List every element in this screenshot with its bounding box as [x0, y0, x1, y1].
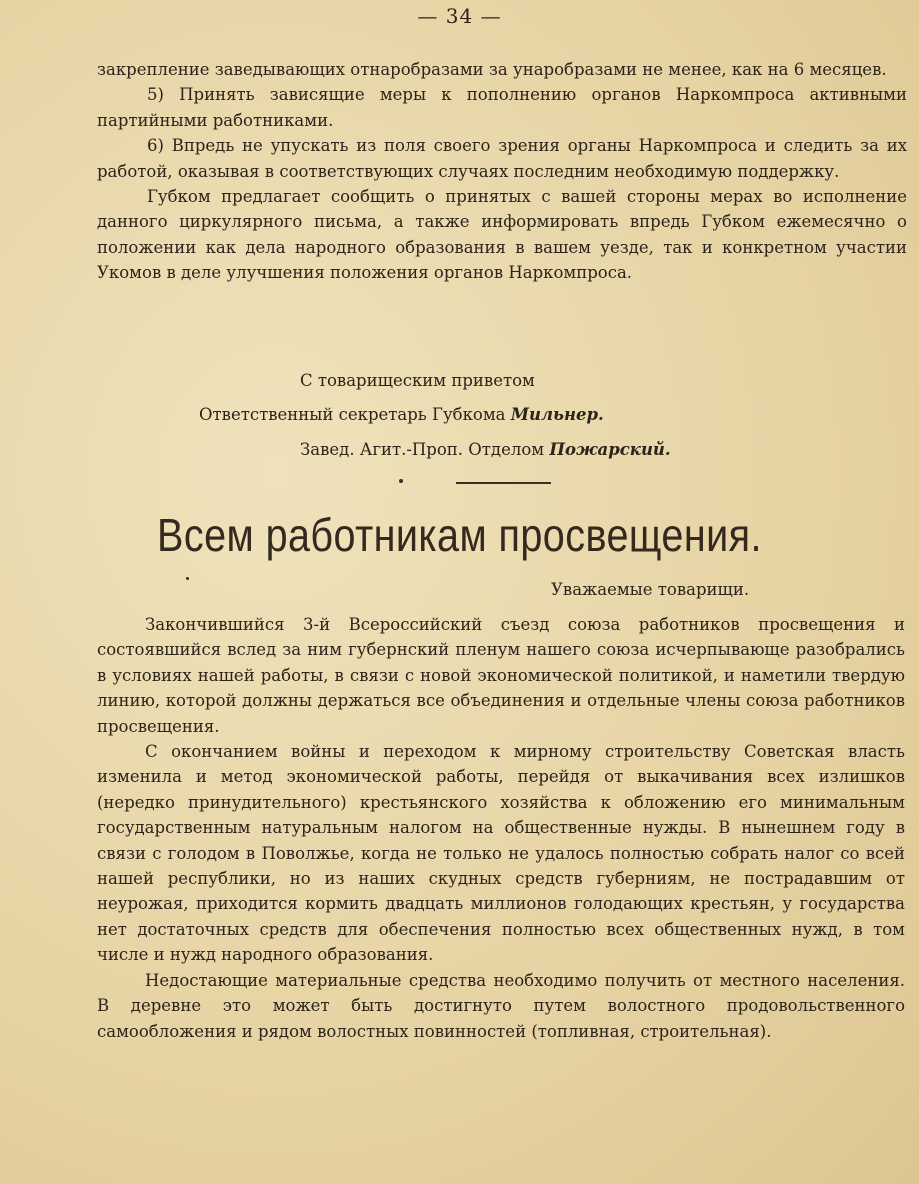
bottom-section: [97, 612, 905, 1044]
top-section: [97, 57, 907, 286]
greeting: Уважаемые товарищи.: [551, 580, 750, 599]
closing-line: С товарищеским приветом: [300, 371, 535, 390]
section-heading: Всем работникам просвещения.: [157, 509, 762, 561]
signature-secretary: [199, 402, 604, 427]
paragraph-top-4: Губком предлагает сообщить о принятых с вашей стороны мерах во исполнение данного циркулярного письма, а также информировать впредь Губком ежемесячно о положении как дела народного образования в вашем уезде, так и конкретном участии Укомов в деле улучшения положения органов Наркомпроса.: [97, 187, 907, 283]
paragraph-bottom-2: С окончанием войны и переходом к мирному строительству Советская власть изменила и метод экономической работы, перейдя от выкачивания всех излишков (нередко принудительного) крестьянского хозяйства к обложению его минимальным государственным натуральным налогом на общественные нужды. В нынешнем году в связи с голодом в Поволжье, когда не только не удалось полностью собрать налог со всей нашей республики, но из наших скудных средств губерниям, не пострадавшим от неурожая, приходится кормить двадцать миллионов голодающих крестьян, у государства нет достаточных средств для обеспечения полностью всех общественных нужд, в том числе и нужд народного образования.: [97, 742, 905, 965]
paragraph-bottom-1: Закончившийся 3-й Всероссийский съезд союза работников просвещения и состоявшийся вслед за ним губернский пленум нашего союза исчерпывающе разобрались в условиях нашей работы, в связи с новой экономической политикой, и наметили твердую линию, которой должны держаться все объединения и отдельные члены союза работников просвещения.: [97, 615, 905, 736]
section-divider: [456, 482, 551, 484]
signature-title: Ответственный секретарь Губкома: [199, 405, 506, 424]
paragraph-top-1: закрепление заведывающих отнаробразами за унаробразами не менее, как на 6 месяцев.: [97, 60, 887, 79]
signature-agitprop: [300, 437, 671, 462]
paragraph-top-2: 5) Принять зависящие меры к пополнению органов Наркомпроса активными партийными работниками.: [97, 85, 907, 130]
signature-title: Завед. Агит.-Проп. Отделом: [300, 440, 545, 459]
signature-name: Пожарский.: [549, 440, 671, 459]
paragraph-top-3: 6) Впредь не упускать из поля своего зрения органы Наркомпроса и следить за их работой, оказывая в соответствующих случаях последним необходимую поддержку.: [97, 136, 907, 181]
decorative-dot: [186, 577, 189, 580]
decorative-dot: [399, 479, 403, 483]
signature-name: Мильнер.: [510, 405, 604, 424]
paragraph-bottom-3: Недостающие материальные средства необходимо получить от местного населения. В деревне это может быть достигнуто путем волостного продовольственного самообложения и рядом волостных повинностей (топливная, строительная).: [97, 970, 905, 1041]
page-number: — 34 —: [417, 4, 502, 28]
